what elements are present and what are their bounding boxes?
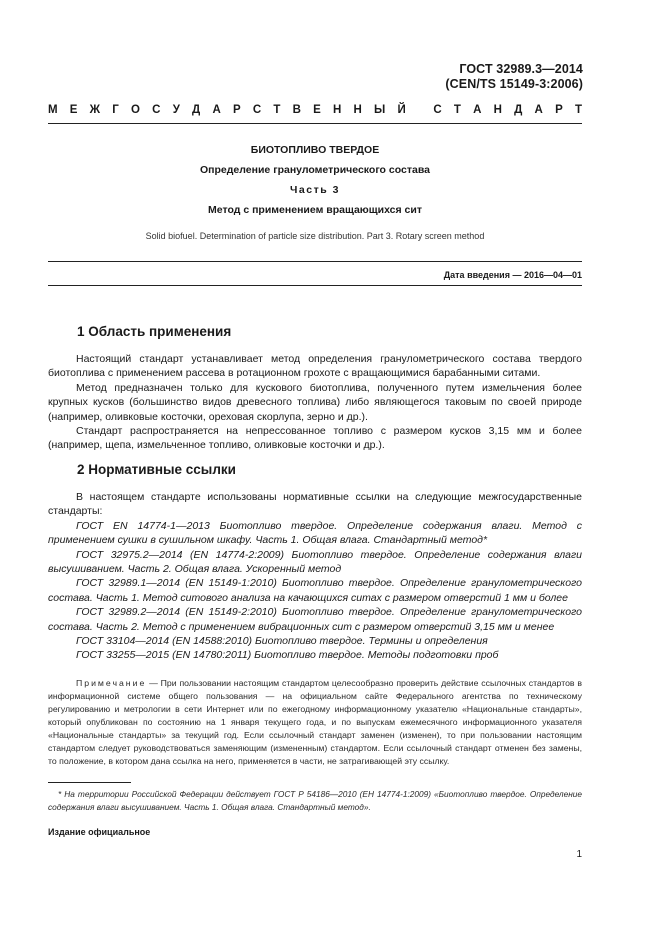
banner-letter: С: [433, 104, 442, 116]
interstate-standard-banner: [48, 104, 582, 116]
banner-letter: Н: [332, 104, 342, 116]
paragraph: Метод предназначен только для кускового биотоплива, полученного путем измельчения более крупных кусков (большинство видов древесного топлива) либо являющегося таковым по своей природе (например, оливковые косточки, ореховая скорлупа, зерно и др.).: [48, 381, 582, 423]
document-subtitle: Определение гранулометрического состава: [200, 164, 430, 176]
edition-label: Издание официальное: [48, 827, 151, 837]
page-number: 1: [576, 849, 582, 860]
paragraph: Настоящий стандарт устанавливает метод определения гранулометрического состава твердого биотоплива с применением рассева в ротационном грохоте с вращающимися барабанными ситами.: [48, 353, 582, 380]
footnote-rule: [48, 782, 131, 783]
normative-reference: ГОСТ 33104—2014 (EN 14588:2010) Биотопливо твердое. Термины и определения: [76, 635, 488, 648]
banner-letter: Н: [353, 104, 362, 116]
banner-letter: Г: [112, 104, 119, 116]
banner-letter: [418, 104, 421, 116]
banner-letter: Т: [273, 104, 281, 116]
paragraph: В настоящем стандарте использованы нормативные ссылки на следующие межгосударственные стандарты:: [48, 491, 582, 518]
banner-letter: Й: [397, 104, 406, 116]
banner-letter: О: [131, 104, 140, 116]
document-part: Часть 3: [290, 184, 340, 196]
footnote-text: * На территории Российской Федерации действует ГОСТ Р 54186—2010 (ЕН 14774-1:2009) «Биотопливо твердое. Определение содержания влаги высушиванием. Часть 1. Общая влага. Стандартный метод».: [48, 789, 582, 812]
note-text: — При пользовании настоящим стандартом целесообразно проверить действие ссылочных стандартов в информационной системе общего пользования — на официальном сайте Федерального агентства по техническому регулированию и метрологии в сети Интернет или по ежегодному информационному указателю «Национальные стандарты», который опубликован по состоянию на 1 января текущего года, и по выпускам ежемесячного информационного указателя «Национальные стандарты» за текущий год. Если ссылочный стандарт заменен (изменен), то при пользовании настоящим стандартом следует руководствоваться заменяющим (измененным) стандартом. Если ссылочный стандарт отменен без замены, то положение, в котором дана ссылка на него, применяется в части, не затрагивающей эту ссылку.: [48, 678, 582, 766]
banner-letter: Ы: [374, 104, 386, 116]
normative-reference: ГОСТ 33255—2015 (EN 14780:2011) Биотопливо твердое. Методы подготовки проб: [76, 649, 499, 662]
banner-letter: А: [473, 104, 482, 116]
banner-letter: А: [534, 104, 543, 116]
banner-letter: Т: [453, 104, 461, 116]
date-rule: [48, 285, 582, 286]
section-1-body: [48, 352, 582, 453]
standard-code-cen: (CEN/TS 15149-3:2006): [445, 77, 583, 91]
banner-letter: Д: [514, 104, 523, 116]
normative-reference: ГОСТ 32975.2—2014 (EN 14774-2:2009) Биотопливо твердое. Определение содержания влаги высушиванием. Часть 2. Общая влага. Ускоренный метод: [48, 548, 582, 576]
banner-letter: У: [172, 104, 180, 116]
english-title: Solid biofuel. Determination of particle size distribution. Part 3. Rotary screen method: [145, 231, 485, 241]
banner-letter: Р: [232, 104, 241, 116]
header-rule: [48, 123, 582, 124]
banner-letter: Е: [69, 104, 78, 116]
section-2-heading: 2 Нормативные ссылки: [77, 462, 236, 477]
paragraph: Стандарт распространяется на непрессованное топливо с размером кусков 3,15 мм и более (например, щепа, измельченное топливо, оливковые косточки и др.).: [48, 425, 582, 452]
banner-letter: Ж: [89, 104, 101, 116]
normative-reference: ГОСТ 32989.2—2014 (EN 15149-2:2010) Биотопливо твердое. Определение гранулометрического состава. Часть 2. Метод с применением вибрационных сит с размером отверстий 3,15 мм и менее: [48, 606, 582, 633]
banner-letter: С: [252, 104, 262, 116]
note: [48, 677, 582, 768]
banner-letter: Е: [313, 104, 321, 116]
normative-reference: ГОСТ 32989.1—2014 (EN 15149-1:2010) Биотопливо твердое. Определение гранулометрического состава. Часть 1. Метод ситового анализа на качающихся ситах с размером отверстий 1 мм и более: [48, 577, 582, 604]
banner-letter: А: [212, 104, 221, 116]
banner-letter: М: [48, 104, 58, 116]
banner-letter: Д: [192, 104, 201, 116]
banner-letter: В: [292, 104, 301, 116]
standard-code: ГОСТ 32989.3—2014: [459, 62, 583, 76]
banner-letter: Т: [574, 104, 582, 116]
title-rule: [48, 261, 582, 262]
introduction-date: Дата введения — 2016—04—01: [443, 270, 582, 280]
normative-reference: ГОСТ EN 14774-1—2013 Биотопливо твердое. Определение содержания влаги. Метод с применением сушки в сушильном шкафу. Часть 1. Общая влага. Стандартный метод*: [48, 519, 582, 547]
section-1-heading: 1 Область применения: [77, 324, 232, 339]
note-label: Примечание: [76, 678, 147, 688]
section-2-body: [48, 490, 582, 663]
banner-letter: Р: [555, 104, 563, 116]
banner-letter: Н: [493, 104, 502, 116]
footnote: [48, 788, 582, 814]
document-title: БИОТОПЛИВО ТВЕРДОЕ: [250, 144, 380, 156]
banner-letter: С: [152, 104, 161, 116]
document-method: Метод с применением вращающихся сит: [208, 204, 422, 216]
